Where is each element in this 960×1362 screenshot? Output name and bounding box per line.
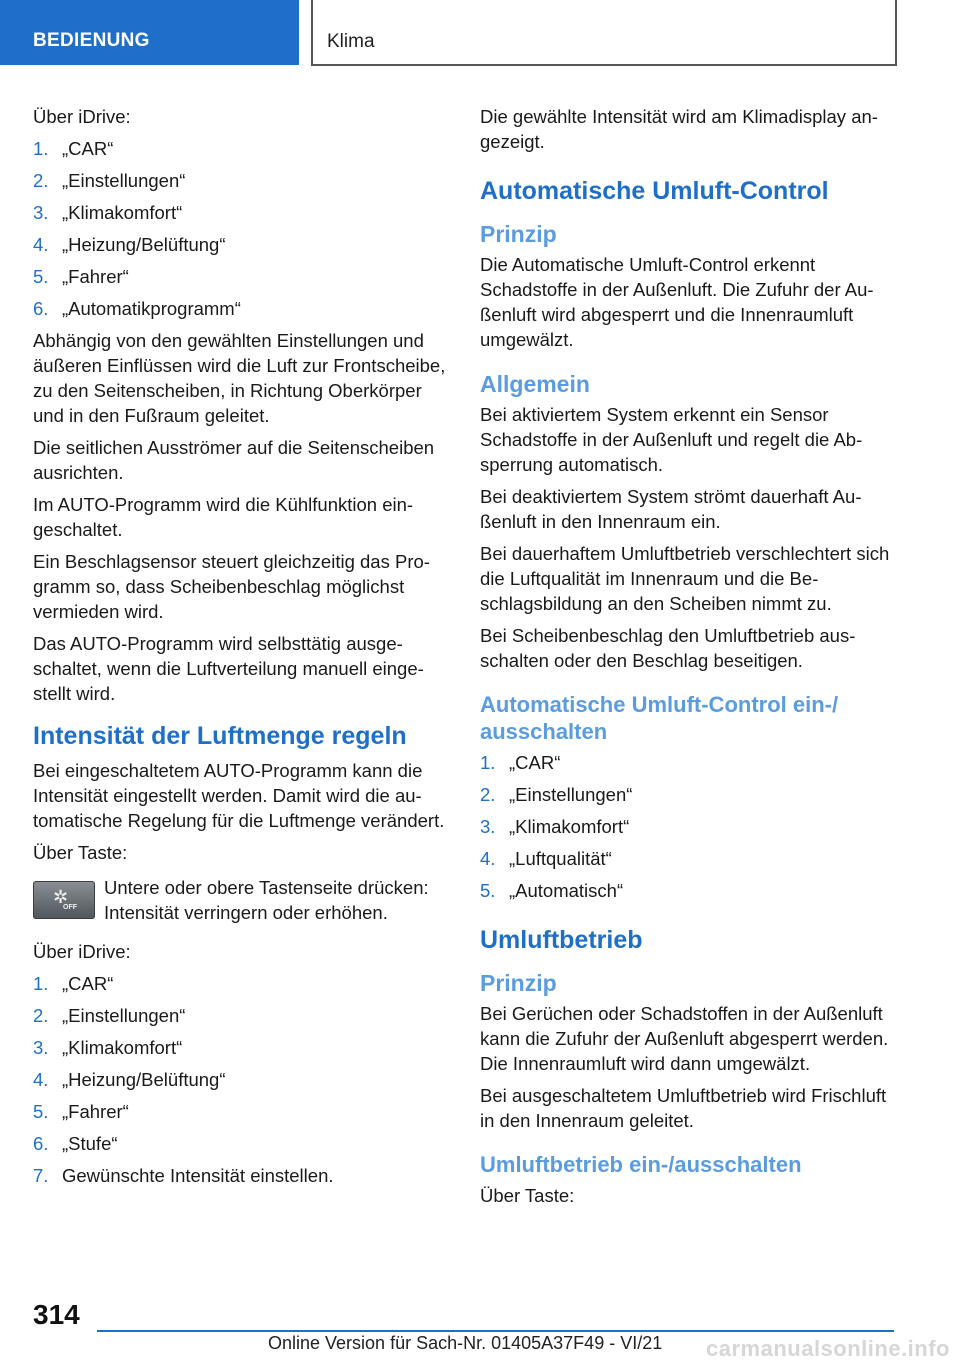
list-item: 5. „Fahrer“ — [33, 266, 129, 287]
list-item: 4. „Heizung/Belüftung“ — [33, 234, 226, 255]
button-instruction-text: Untere oder obere Tastenseite drücken: Intensität verringern oder erhöhen. — [104, 877, 429, 923]
paragraph: Im AUTO-Programm wird die Kühlfunktion eingeschaltet. — [33, 494, 414, 540]
list-item: 2. „Einstellungen“ — [33, 1005, 186, 1026]
heading-auc-onoff: Automatische Umluft-Control ein-/ ausschalten — [480, 692, 839, 744]
heading-umluft: Umluftbetrieb — [480, 926, 643, 954]
paragraph: Über Taste: — [480, 1185, 575, 1206]
paragraph: Bei Scheibenbeschlag den Umluftbetrieb ausschalten oder den Beschlag beseitigen. — [480, 625, 856, 671]
paragraph: Bei aktiviertem System erkennt ein Sensor Schadstoffe in der Außenluft und regelt die Absperrung automatisch. — [480, 404, 863, 475]
paragraph: Die gewählte Intensität wird am Klimadisplay angezeigt. — [480, 106, 878, 152]
paragraph: Ein Beschlagsensor steuert gleichzeitig das Programm so, dass Scheibenbeschlag möglichst vermieden wird. — [33, 551, 430, 622]
paragraph: Über iDrive: — [33, 941, 131, 962]
footer-divider — [97, 1330, 894, 1332]
chapter-tab — [311, 0, 897, 66]
list-item: 5. „Automatisch“ — [480, 880, 624, 901]
list-item: 6. „Automatikprogramm“ — [33, 298, 241, 319]
fan-button-image — [33, 881, 95, 919]
heading-intensity: Intensität der Luftmenge regeln — [33, 722, 407, 750]
paragraph: Bei eingeschaltetem AUTO-Programm kann die Intensität eingestellt werden. Damit wird die automatische Regelung für die Luftmenge verändert. — [33, 760, 445, 831]
list-item: 2. „Einstellungen“ — [33, 170, 186, 191]
right-column — [480, 104, 896, 1215]
paragraph: Die seitlichen Ausströmer auf die Seitenscheiben ausrichten. — [33, 437, 435, 483]
idrive-steps-list — [33, 971, 449, 1188]
paragraph: Über iDrive: — [33, 106, 131, 127]
list-item: 6. „Stufe“ — [33, 1133, 118, 1154]
section-tab — [0, 0, 299, 65]
paragraph: Abhängig von den gewählten Einstellungen und äußeren Einflüssen wird die Luft zur Frontscheibe, zu den Seitenscheiben, in Richtung Oberkörper und in den Fußraum geleitet. — [33, 330, 446, 426]
idrive-steps-list — [480, 750, 896, 903]
list-item: 3. „Klimakomfort“ — [33, 1037, 183, 1058]
heading-prinzip: Prinzip — [480, 970, 557, 996]
section-title: BEDIENUNG — [33, 30, 150, 51]
button-instruction — [33, 875, 449, 925]
watermark: carmanualsonline.info — [706, 1336, 950, 1361]
paragraph: Bei deaktiviertem System strömt dauerhaft Außenluft in den Innenraum ein. — [480, 486, 862, 532]
chapter-title: Klima — [327, 31, 375, 52]
off-label: OFF — [63, 904, 77, 911]
heading-umluft-onoff: Umluftbetrieb ein-/ausschalten — [480, 1152, 802, 1177]
paragraph: Bei Gerüchen oder Schadstoffen in der Außenluft kann die Zufuhr der Außenluft abgesperrt werden. Die Innenraumluft wird dann umgewälzt. — [480, 1003, 889, 1074]
paragraph: Bei dauerhaftem Umluftbetrieb verschlechtert sich die Luftqualität im Innenraum und die Beschlagsbildung an den Scheiben nimmt zu. — [480, 543, 890, 614]
list-item: 1. „CAR“ — [33, 138, 114, 159]
list-item: 2. „Einstellungen“ — [480, 784, 633, 805]
online-version-text: Online Version für Sach-Nr. 01405A37F49 - VI/21 — [268, 1333, 663, 1353]
left-column — [33, 104, 449, 1195]
list-item: 4. „Heizung/Belüftung“ — [33, 1069, 226, 1090]
list-item: 3. „Klimakomfort“ — [480, 816, 630, 837]
list-item: 5. „Fahrer“ — [33, 1101, 129, 1122]
list-item: 3. „Klimakomfort“ — [33, 202, 183, 223]
heading-auc: Automatische Umluft-Control — [480, 177, 829, 205]
heading-prinzip: Prinzip — [480, 221, 557, 247]
idrive-steps-list — [33, 136, 449, 321]
list-item: 1. „CAR“ — [480, 752, 561, 773]
paragraph: Bei ausgeschaltetem Umluftbetrieb wird Frischluft in den Innenraum geleitet. — [480, 1085, 887, 1131]
fan-icon: ✲ — [53, 887, 69, 907]
paragraph: Über Taste: — [33, 842, 128, 863]
list-item: 4. „Luftqualität“ — [480, 848, 612, 869]
heading-allgemein: Allgemein — [480, 371, 590, 397]
paragraph: Die Automatische Umluft-Control erkennt Schadstoffe in der Außenluft. Die Zufuhr der Außenluft wird abgesperrt und die Innenraumluft umgewälzt. — [480, 254, 874, 350]
list-item: 7. Gewünschte Intensität einstellen. — [33, 1165, 334, 1186]
list-item: 1. „CAR“ — [33, 973, 114, 994]
page-number: 314 — [33, 1299, 80, 1330]
paragraph: Das AUTO-Programm wird selbsttätig ausgeschaltet, wenn die Luftverteilung manuell eingestellt wird. — [33, 633, 424, 704]
